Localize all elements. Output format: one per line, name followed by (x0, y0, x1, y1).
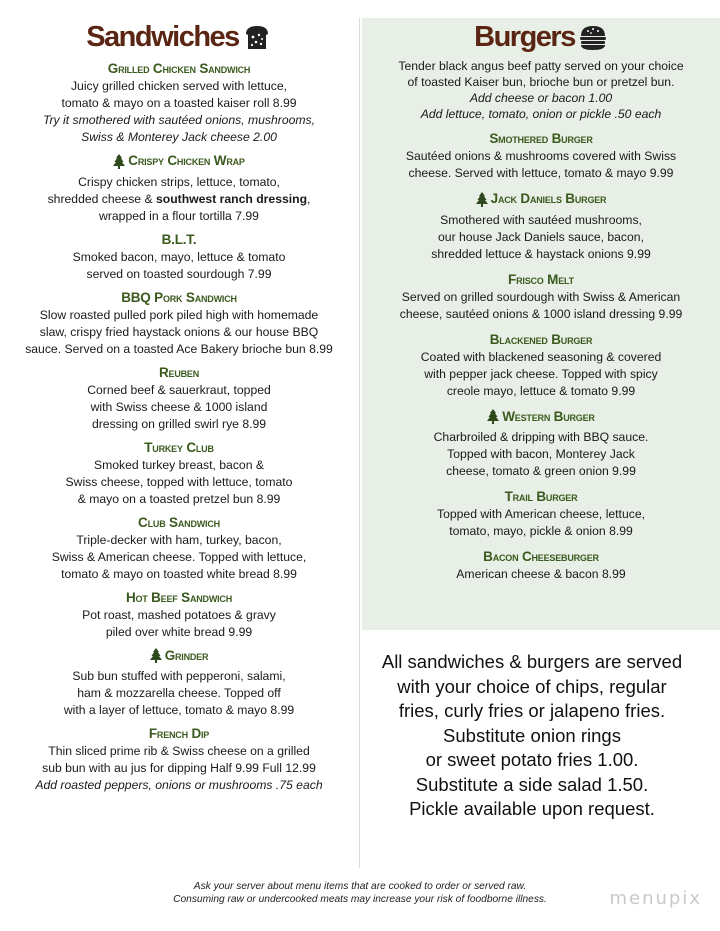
menu-item-name (490, 331, 593, 349)
menu-item-name-text: Grilled Chicken Sandwich (107, 61, 251, 76)
description-line: Try it smothered with sautéed onions, mushrooms, (42, 113, 316, 127)
column-divider (359, 18, 360, 868)
pine-tree-icon (476, 192, 488, 207)
menu-item-description (362, 212, 720, 263)
pine-tree-icon (150, 648, 162, 663)
menu-item-name-text: Hot Beef Sandwich (125, 589, 233, 605)
menu-item (0, 364, 358, 433)
sandwiches-section (0, 0, 358, 868)
menu-item-name (138, 514, 220, 532)
menu-item-name-text: Smothered Burger (489, 131, 593, 146)
description-line: piled over white bread 9.99 (105, 624, 253, 639)
menu-item-description (362, 566, 720, 583)
description-line: of toasted Kaiser bun, brioche bun or pretzel bun. (407, 75, 675, 89)
description-line: Corned beef & sauerkraut, topped (87, 382, 271, 397)
description-line: Smothered with sautéed mushrooms, (440, 212, 642, 227)
menu-item (0, 231, 358, 283)
description-line: Served on grilled sourdough with Swiss & American (401, 289, 681, 304)
menu-item-name (489, 130, 592, 148)
description-segment: southwest ranch dressing (156, 191, 308, 206)
watermark: menupix (609, 888, 702, 909)
menu-item-name (113, 152, 244, 170)
menu-item-name (508, 271, 574, 289)
menu-item (0, 439, 358, 508)
menu-item-description (362, 349, 720, 400)
menu-item (362, 331, 720, 400)
menu-item-name-text: Frisco Melt (508, 271, 574, 287)
menu-item-name-text: Reuben (158, 364, 200, 380)
sides-note (362, 650, 702, 822)
menu-item-name (144, 439, 214, 457)
menu-item (362, 190, 720, 263)
menu-item-description (362, 429, 720, 480)
description-line: dressing on grilled swirl rye 8.99 (91, 416, 267, 431)
menu-item-name-text: Turkey Club (144, 439, 214, 455)
description-line: our house Jack Daniels sauce, bacon, (438, 229, 644, 244)
sides-note-line: or sweet potato fries 1.00. (425, 749, 639, 770)
menu-item-description (0, 607, 358, 641)
menu-item-name (487, 408, 594, 426)
menu-item-name-text: Trail Burger (504, 489, 578, 504)
description-line: slaw, crispy fried haystack onions & our house BBQ (39, 324, 319, 339)
menu-item-name (476, 190, 607, 208)
description-line: Swiss & Monterey Jack cheese 2.00 (81, 130, 277, 144)
pine-tree-icon (487, 409, 499, 424)
description-line: & mayo on a toasted pretzel bun 8.99 (77, 491, 281, 506)
menu-item (0, 647, 358, 720)
menu-item-description (0, 307, 358, 358)
menu-item-name (505, 488, 578, 506)
pine-tree-icon (113, 154, 125, 169)
menu-item-description (0, 174, 358, 225)
bread-icon (242, 22, 272, 52)
description-line: creole mayo, lettuce & tomato 9.99 (446, 383, 636, 398)
description-line: wrapped in a flour tortilla 7.99 (99, 208, 259, 223)
menu-item-name-text: Club Sandwich (138, 514, 220, 530)
sides-note-line: Substitute a side salad 1.50. (415, 773, 649, 795)
menu-item-description (362, 148, 720, 182)
description-line: Add cheese or bacon 1.00 (469, 91, 613, 105)
description-line: tomato & mayo on a toasted kaiser roll 8.99 (61, 96, 297, 110)
menu-item (362, 130, 720, 182)
description-line: cheese, tomato & green onion 9.99 (446, 464, 636, 478)
menu-item-name-text: Crispy Chicken Wrap (128, 153, 245, 168)
description-line: with Swiss cheese & 1000 island (90, 399, 268, 414)
description-line: Crispy chicken strips, lettuce, tomato, (78, 174, 280, 189)
menu-item-name (159, 364, 199, 382)
menu-item (362, 408, 720, 481)
menu-item (0, 725, 358, 794)
menu-item-name-text: Bacon Cheeseburger (483, 549, 599, 564)
description-line (6, 191, 352, 208)
description-line: Sautéed onions & mushrooms covered with Swiss (405, 149, 677, 163)
description-line: Triple-decker with ham, turkey, bacon, (76, 532, 282, 547)
burgers-title (474, 20, 608, 54)
sides-note-line: Pickle available upon request. (409, 798, 655, 819)
burger-list (362, 130, 720, 583)
menu-item-description (362, 506, 720, 540)
description-line: served on toasted sourdough 7.99 (86, 266, 272, 281)
description-line: Topped with bacon, Monterey Jack (447, 447, 635, 461)
sides-note-line: fries, curly fries or jalapeno fries. (398, 700, 666, 721)
menu-item-name (108, 60, 250, 78)
footer-line: Consuming raw or undercooked meats may increase your risk of foodborne illness. (173, 894, 547, 905)
description-line: Tender black angus beef patty served on your choice (398, 59, 684, 73)
description-line: Sub bun stuffed with pepperoni, salami, (72, 669, 286, 683)
menu-item (0, 60, 358, 146)
menu-item-description (0, 668, 358, 719)
description-line: Topped with American cheese, lettuce, (437, 507, 645, 521)
description-line: American cheese & bacon 8.99 (456, 567, 626, 581)
menu-item-description (362, 289, 720, 323)
description-line: cheese. Served with lettuce, tomato & mayo 9.99 (408, 166, 674, 180)
burgers-section (362, 18, 720, 630)
description-line: ham & mozzarella cheese. Topped off (77, 686, 281, 700)
menu-item-name-text: B.L.T. (161, 231, 197, 247)
description-line: Coated with blackened seasoning & covered (420, 349, 662, 364)
menu-item-description (0, 457, 358, 508)
description-line: sub bun with au jus for dipping Half 9.99 Full 12.99 (42, 761, 316, 775)
burgers-title-text: Burgers (474, 21, 575, 53)
menu-item-description (0, 78, 358, 146)
description-line: Slow roasted pulled pork piled high with homemade (39, 307, 319, 322)
description-line: cheese, sautéed onions & 1000 island dressing 9.99 (399, 306, 683, 321)
menu-item-name (126, 589, 232, 607)
description-line: Swiss cheese, topped with lettuce, tomato (65, 474, 293, 489)
description-line: with pepper jack cheese. Topped with spicy (424, 366, 658, 381)
sandwiches-title (86, 20, 272, 54)
menu-item-name (149, 725, 209, 743)
description-line: Add lettuce, tomato, onion or pickle .50 each (420, 107, 662, 121)
menu-item (0, 289, 358, 358)
burgers-intro (362, 58, 720, 122)
footer-line: Ask your server about menu items that are cooked to order or served raw. (193, 881, 527, 892)
description-line: Smoked bacon, mayo, lettuce & tomato (72, 249, 286, 264)
menu-item-description (0, 743, 358, 794)
description-segment: , (307, 191, 311, 206)
menu-item (0, 152, 358, 225)
sides-note-line: with your choice of chips, regular (397, 675, 667, 697)
menu-item-description (0, 382, 358, 433)
menu-item-description (0, 249, 358, 283)
description-line: Juicy grilled chicken served with lettuce, (70, 79, 288, 93)
menu-item-name (150, 647, 209, 665)
menu-item-name (483, 548, 599, 566)
menu-item-name-text: Jack Daniels Burger (490, 191, 607, 206)
burger-icon (578, 22, 608, 52)
description-segment: shredded cheese & (47, 191, 156, 206)
sides-note-line: All sandwiches & burgers are served (381, 651, 683, 672)
description-line: tomato, mayo, pickle & onion 8.99 (449, 524, 633, 538)
menu-item (362, 271, 720, 323)
menu-item-name (121, 289, 237, 307)
menu-item (362, 488, 720, 540)
menu-item (0, 589, 358, 641)
menu-item-description (0, 532, 358, 583)
sandwich-list (0, 60, 358, 794)
description-line: sauce. Served on a toasted Ace Bakery brioche bun 8.99 (25, 341, 333, 356)
menu-item (362, 548, 720, 583)
description-line: Add roasted peppers, onions or mushrooms .75 each (35, 778, 323, 792)
menu-item (0, 514, 358, 583)
description-line: Charbroiled & dripping with BBQ sauce. (433, 430, 649, 444)
sides-note-line: Substitute onion rings (443, 724, 621, 746)
description-line: shredded lettuce & haystack onions 9.99 (431, 246, 651, 261)
menu-item-name-text: BBQ Pork Sandwich (121, 289, 237, 305)
description-line: Swiss & American cheese. Topped with lettuce, (51, 549, 307, 564)
menu-item-name (162, 231, 197, 249)
description-line: tomato & mayo on toasted white bread 8.99 (61, 566, 297, 581)
description-line: Pot roast, mashed potatoes & gravy (82, 607, 276, 622)
menu-item-name-text: Western Burger (502, 408, 595, 424)
description-line: Thin sliced prime rib & Swiss cheese on a grilled (48, 744, 310, 758)
menu-item-name-text: French Dip (148, 726, 210, 741)
description-line: Smoked turkey breast, bacon & (93, 457, 265, 472)
sandwiches-title-text: Sandwiches (86, 21, 239, 53)
menu-item-name-text: Blackened Burger (489, 331, 593, 347)
menu-item-name-text: Grinder (164, 647, 209, 663)
description-line: with a layer of lettuce, tomato & mayo 8.99 (63, 703, 295, 717)
